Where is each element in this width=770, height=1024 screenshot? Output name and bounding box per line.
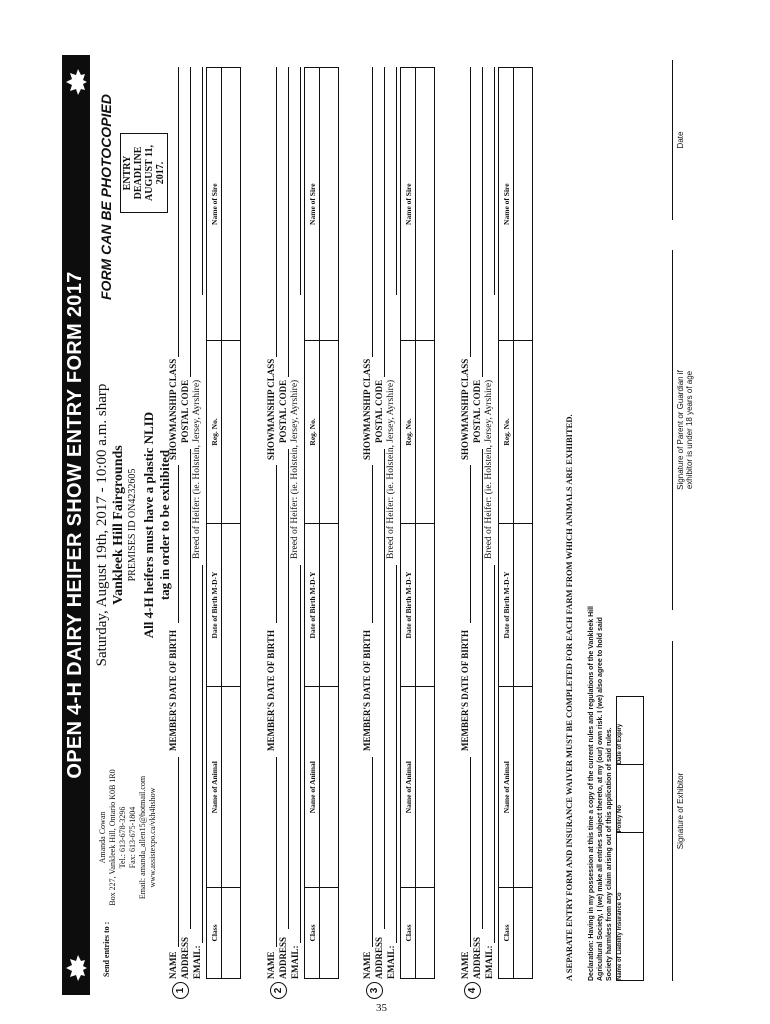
table-cell[interactable] (320, 887, 339, 978)
address-label: ADDRESS (180, 936, 190, 979)
page-number: 35 (376, 1002, 387, 1014)
expiry-date-field[interactable]: Date of Expiry (617, 697, 644, 765)
column-header: Reg. No. (305, 341, 320, 523)
parent-signature-label-2: exhibitor is under 18 years of age (685, 370, 694, 490)
column-header: Name of Animal (401, 687, 416, 887)
email-label: EMAIL: (290, 945, 300, 979)
entry-number: 3 (366, 982, 383, 999)
declaration-line-3: Society harmless from any claim arising out of this application of said rules. (606, 727, 613, 981)
contact-tel: Tel.: 613-678-3296 (118, 806, 127, 869)
table-cell[interactable] (320, 68, 339, 341)
date-label: Date (676, 131, 685, 149)
address-label: ADDRESS (374, 936, 384, 979)
showmanship-field[interactable] (178, 67, 179, 357)
address-field[interactable] (482, 449, 483, 929)
dob-label: MEMBER'S DATE OF BIRTH (266, 630, 276, 751)
column-header: Date of Birth M-D-Y (305, 523, 320, 687)
column-header: Name of Sire (499, 68, 514, 341)
date-signature-line[interactable] (672, 60, 673, 220)
contact-name: Amanda Cowan (98, 811, 107, 864)
dob-label: MEMBER'S DATE OF BIRTH (362, 630, 372, 751)
column-header: Name of Sire (305, 68, 320, 341)
animal-table (498, 67, 533, 979)
column-header: Class (305, 887, 320, 978)
showmanship-label: SHOWMANSHIP CLASS (168, 358, 178, 460)
entry-number: 2 (270, 982, 287, 999)
column-header: Class (401, 887, 416, 978)
declaration-line-2: Agricultural Society, I (we) make all entries subject thereto, at my (our) own risk. I (we) also agree to hold said (597, 617, 604, 981)
insurance-company-field[interactable]: Name of Liability Insurance Co (617, 833, 644, 981)
postal-code-field[interactable] (482, 67, 483, 377)
table-cell[interactable] (514, 687, 533, 887)
column-header: Date of Birth M-D-Y (499, 523, 514, 687)
table-cell[interactable] (514, 523, 533, 687)
name-label: NAME (266, 951, 276, 979)
email-label: EMAIL: (484, 945, 494, 979)
postal-code-label: POSTAL CODE (472, 379, 482, 443)
table-cell[interactable] (416, 687, 435, 887)
premises-id: PREMISES ID ON4232605 (127, 468, 138, 582)
address-field[interactable] (190, 449, 191, 929)
event-venue: Vankleek Hill Fairgrounds (111, 445, 126, 605)
name-field[interactable] (276, 757, 277, 947)
name-label: NAME (168, 951, 178, 979)
dob-field[interactable] (276, 465, 277, 623)
table-cell[interactable] (514, 887, 533, 978)
contact-fax: Fax: 613-675-1804 (128, 806, 137, 869)
showmanship-label: SHOWMANSHIP CLASS (266, 358, 276, 460)
column-header: Name of Animal (207, 687, 222, 887)
column-header: Name of Animal (305, 687, 320, 887)
column-header: Reg. No. (401, 341, 416, 523)
email-label: EMAIL: (192, 945, 202, 979)
nlid-note-1: All 4-H heifers must have a plastic NLID (141, 411, 156, 639)
breed-label: Breed of Heifer: (ie. Holstein, Jersey, Ayrshire) (290, 379, 300, 559)
table-cell[interactable] (416, 887, 435, 978)
showmanship-field[interactable] (470, 67, 471, 357)
column-header: Reg. No. (207, 341, 222, 523)
table-cell[interactable] (320, 523, 339, 687)
email-field[interactable] (300, 565, 301, 943)
table-cell[interactable] (222, 523, 241, 687)
table-cell[interactable] (222, 341, 241, 523)
column-header: Reg. No. (499, 341, 514, 523)
name-field[interactable] (470, 757, 471, 947)
animal-table (206, 67, 241, 979)
photocopy-note: FORM CAN BE PHOTOCOPIED (98, 94, 114, 300)
entry-number: 4 (464, 982, 481, 999)
address-label: ADDRESS (472, 936, 482, 979)
name-label: NAME (460, 951, 470, 979)
email-label: EMAIL: (386, 945, 396, 979)
contact-address: Box 227, Vankleek Hill, Ontario K0B 1R0 (108, 769, 117, 906)
declaration-line-1: Declaration: Having in my possession at this time a copy of the current rules and regulations of the Vankleek Hill (588, 606, 595, 981)
title-band (62, 55, 90, 995)
send-to-label: Send entries to : (102, 921, 111, 977)
table-cell[interactable] (416, 341, 435, 523)
rotated-entry-form (62, 55, 710, 995)
showmanship-field[interactable] (372, 67, 373, 357)
postal-code-label: POSTAL CODE (278, 379, 288, 443)
animal-table (304, 67, 339, 979)
form-title: OPEN 4-H DAIRY HEIFER SHOW ENTRY FORM 2017 (64, 271, 86, 779)
email-field[interactable] (396, 565, 397, 943)
dob-field[interactable] (178, 465, 179, 623)
breed-label: Breed of Heifer: (ie. Holstein, Jersey, Ayrshire) (386, 379, 396, 559)
breed-field[interactable] (494, 67, 495, 295)
table-cell[interactable] (320, 341, 339, 523)
table-cell[interactable] (320, 687, 339, 887)
table-cell[interactable] (222, 68, 241, 341)
exhibitor-signature-line[interactable] (672, 641, 673, 981)
entry-number: 1 (172, 982, 189, 999)
breed-field[interactable] (396, 67, 397, 295)
table-cell[interactable] (416, 68, 435, 341)
name-field[interactable] (372, 757, 373, 947)
table-cell[interactable] (222, 887, 241, 978)
entry-deadline-box (120, 133, 168, 213)
column-header: Name of Sire (401, 68, 416, 341)
policy-number-field[interactable]: Policy No (617, 765, 644, 833)
name-label: NAME (362, 951, 372, 979)
showmanship-label: SHOWMANSHIP CLASS (362, 358, 372, 460)
parent-signature-line[interactable] (672, 250, 673, 610)
separate-form-note: A SEPARATE ENTRY FORM AND INSURANCE WAIVER MUST BE COMPLETED FOR EACH FARM FROM WHICH ANIMALS ARE EXHIBITED. (564, 414, 574, 981)
insurance-table (616, 696, 644, 981)
column-header: Name of Animal (499, 687, 514, 887)
dob-label: MEMBER'S DATE OF BIRTH (168, 630, 178, 751)
dob-field[interactable] (372, 465, 373, 623)
address-label: ADDRESS (278, 936, 288, 979)
column-header: Class (207, 887, 222, 978)
contact-email: Email: amanda_allen15@hotmail.com (138, 775, 147, 900)
deadline-line-2: AUGUST 11, 2017. (144, 145, 166, 201)
postal-code-field[interactable] (384, 67, 385, 377)
column-header: Date of Birth M-D-Y (401, 523, 416, 687)
email-field[interactable] (494, 565, 495, 943)
nlid-note-2: tag in order to be exhibited (157, 449, 172, 601)
address-field[interactable] (384, 449, 385, 929)
breed-field[interactable] (300, 67, 301, 295)
address-field[interactable] (288, 449, 289, 929)
postal-code-field[interactable] (190, 67, 191, 377)
table-cell[interactable] (514, 68, 533, 341)
breed-field[interactable] (202, 67, 203, 295)
animal-table (400, 67, 435, 979)
table-cell[interactable] (416, 523, 435, 687)
column-header: Name of Sire (207, 68, 222, 341)
email-field[interactable] (202, 565, 203, 943)
breed-label: Breed of Heifer: (ie. Holstein, Jersey, Ayrshire) (192, 379, 202, 559)
event-date: Saturday, August 19th, 2017 - 10:00 a.m. sharp (94, 383, 110, 667)
breed-label: Breed of Heifer: (ie. Holstein, Jersey, Ayrshire) (484, 379, 494, 559)
table-cell[interactable] (514, 341, 533, 523)
postal-code-label: POSTAL CODE (374, 379, 384, 443)
dob-field[interactable] (470, 465, 471, 623)
table-cell[interactable] (222, 687, 241, 887)
maple-leaf-icon (64, 65, 88, 99)
deadline-line-1: ENTRY DEADLINE (122, 146, 144, 200)
postal-code-label: POSTAL CODE (180, 379, 190, 443)
name-field[interactable] (178, 757, 179, 947)
column-header: Class (499, 887, 514, 978)
contact-website: www.assistexpo.ca/vkh4hshow (148, 787, 157, 888)
column-header: Date of Birth M-D-Y (207, 523, 222, 687)
parent-signature-label-1: Signature of Parent or Guardian if (676, 370, 685, 490)
dob-label: MEMBER'S DATE OF BIRTH (460, 630, 470, 751)
exhibitor-signature-label: Signature of Exhibitor (676, 772, 685, 850)
postal-code-field[interactable] (288, 67, 289, 377)
showmanship-label: SHOWMANSHIP CLASS (460, 358, 470, 460)
showmanship-field[interactable] (276, 67, 277, 357)
